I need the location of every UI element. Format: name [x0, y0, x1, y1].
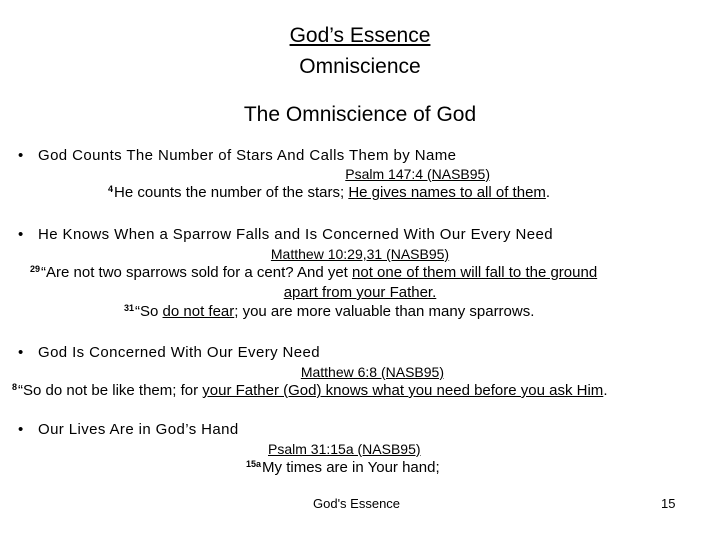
bullet-dot-icon: •	[18, 147, 24, 164]
scripture-reference: Psalm 31:15a (NASB95)	[268, 441, 421, 457]
verse-text-part: “So do not be like them; for	[18, 382, 203, 399]
verse-number: 4	[108, 184, 114, 194]
verse-text-emphasis: do not fear	[162, 303, 235, 320]
verse-text	[30, 264, 597, 281]
slide-title: God’s Essence	[289, 24, 431, 47]
scripture-reference: Matthew 6:8 (NASB95)	[300, 364, 444, 380]
bullet-item	[18, 226, 553, 243]
verse-text-part: .	[545, 184, 551, 201]
bullet-text: God Counts The Number of Stars And Calls Them by Name	[38, 147, 457, 164]
verse-text-part: My times are in Your hand;	[262, 459, 440, 476]
verse-text-continued: apart from your Father.	[283, 284, 437, 301]
bullet-dot-icon: •	[18, 421, 24, 438]
verse-text-part: .	[603, 382, 608, 399]
scripture-reference: Matthew 10:29,31 (NASB95)	[270, 246, 450, 262]
verse-text-part: “Are not two sparrows sold for a cent? And yet	[41, 264, 353, 281]
verse-text-emphasis: He gives names to all of them	[348, 184, 546, 201]
bullet-text: Our Lives Are in God’s Hand	[38, 421, 239, 438]
verse-number: 31	[124, 303, 135, 313]
verse-text	[12, 382, 607, 399]
slide-subtitle: The Omniscience of God	[243, 103, 477, 126]
verse-text	[108, 184, 550, 201]
bullet-dot-icon: •	[18, 226, 24, 243]
bullet-text: He Knows When a Sparrow Falls and Is Concerned With Our Every Need	[38, 226, 553, 243]
bullet-item	[18, 147, 456, 164]
bullet-item	[18, 421, 239, 438]
bullet-text: God Is Concerned With Our Every Need	[38, 344, 321, 361]
slide-title-line2: Omniscience	[299, 55, 421, 78]
page-number: 15	[661, 496, 676, 511]
footer-label: God's Essence	[313, 496, 401, 511]
verse-number: 29	[30, 264, 41, 274]
verse-text-part: He counts the number of the stars;	[114, 184, 349, 201]
verse-text-part: “So	[135, 303, 163, 320]
verse-number: 15a	[246, 459, 262, 469]
verse-number: 8	[12, 382, 18, 392]
verse-text-emphasis: not one of them will fall to the ground	[352, 264, 598, 281]
verse-text-emphasis: your Father (God) knows what you need before you ask Him	[202, 382, 604, 399]
bullet-item	[18, 344, 320, 361]
scripture-reference: Psalm 147:4 (NASB95)	[345, 166, 490, 182]
verse-text	[246, 459, 440, 476]
verse-text	[124, 303, 534, 320]
verse-text-part: ; you are more valuable than many sparrows.	[234, 303, 535, 320]
bullet-dot-icon: •	[18, 344, 24, 361]
